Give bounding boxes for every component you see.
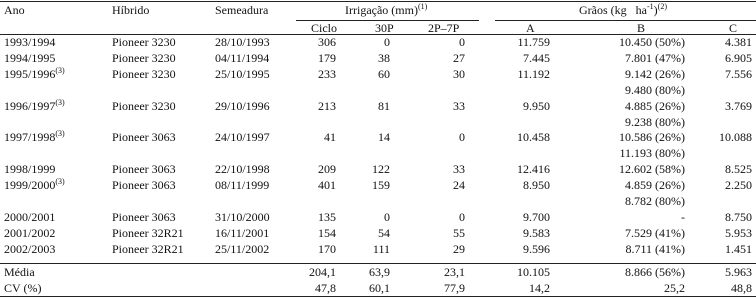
cell-semeadura: 16/11/2001 bbox=[215, 226, 270, 240]
header-irrigacao bbox=[345, 4, 427, 16]
cell-p2p7p: 29 bbox=[453, 242, 465, 256]
graos-label: Grãos (kg ha bbox=[579, 3, 647, 17]
cell-c: 5.953 bbox=[725, 226, 752, 240]
cell-hibrido: Pioneer 3230 bbox=[112, 51, 176, 65]
cell-c: 7.556 bbox=[725, 67, 752, 81]
cell-ciclo: 306 bbox=[318, 35, 336, 49]
cell-p2p7p: 0 bbox=[459, 35, 465, 49]
summary-cell-b: 8.866 (56%) bbox=[625, 265, 685, 279]
cell-semeadura: 24/10/1997 bbox=[215, 130, 270, 144]
cell-ano: 1999/2000$^{(3)}$ bbox=[4, 177, 65, 192]
summary-cell-ciclo: 47,8 bbox=[315, 281, 336, 295]
cell-c: 4.381 bbox=[725, 35, 752, 49]
cell-semeadura: 28/10/1993 bbox=[215, 35, 270, 49]
cell-b: 7.529 (41%) bbox=[625, 226, 685, 240]
cell-semeadura: 04/11/1994 bbox=[215, 51, 270, 65]
cell-ano: 1998/1999 bbox=[4, 162, 56, 176]
cell-a: 9.596 bbox=[523, 242, 550, 256]
cell-a: 11.192 bbox=[517, 67, 550, 81]
cell-ano: 1993/1994 bbox=[4, 35, 56, 49]
cell-hibrido: Pioneer 32R21 bbox=[112, 242, 184, 256]
header-c: C bbox=[729, 21, 738, 35]
cell-hibrido: Pioneer 3063 bbox=[112, 162, 176, 176]
cell-ano: 1997/1998$^{(3)}$ bbox=[4, 129, 65, 144]
cell-p30: 111 bbox=[372, 242, 390, 256]
cell-p30: 54 bbox=[378, 226, 390, 240]
cell-a: 8.950 bbox=[523, 178, 550, 192]
summary-cell-b: 25,2 bbox=[664, 281, 685, 295]
cell-b: - bbox=[681, 210, 685, 224]
summary-cell-p2p7p: 23,1 bbox=[444, 265, 465, 279]
cell-a: 7.445 bbox=[523, 51, 550, 65]
top-rule bbox=[0, 1, 756, 2]
cell-ciclo: 154 bbox=[318, 226, 336, 240]
graos-exponent: -1 bbox=[646, 2, 654, 11]
cell-b: 9.142 (26%) bbox=[625, 67, 685, 81]
cell-p2p7p: 0 bbox=[459, 210, 465, 224]
irrigacao-footnote: (1) bbox=[417, 2, 428, 11]
cell-b: 8.711 (41%) bbox=[625, 242, 685, 256]
cell-ciclo: 209 bbox=[318, 162, 336, 176]
cell-b: 7.801 (47%) bbox=[625, 51, 685, 65]
cell-p30: 122 bbox=[372, 162, 390, 176]
cell-p2p7p: 33 bbox=[453, 99, 465, 113]
ano-footnote: (3) bbox=[55, 177, 65, 186]
cell-a: 11.759 bbox=[517, 35, 550, 49]
cell-semeadura: 29/10/1996 bbox=[215, 99, 270, 113]
ano-footnote: (3) bbox=[55, 66, 65, 75]
cell-b: 10.586 (26%) bbox=[619, 130, 685, 144]
cell-ano: 2000/2001 bbox=[4, 210, 56, 224]
cell-p30: 14 bbox=[378, 130, 390, 144]
summary-cell-label: CV (%) bbox=[4, 281, 42, 295]
irrigacao-label: Irrigação (mm) bbox=[345, 3, 418, 17]
cell-b: 9.238 (80%) bbox=[625, 115, 685, 129]
cell-p2p7p: 27 bbox=[453, 51, 465, 65]
cell-hibrido: Pioneer 3063 bbox=[112, 210, 176, 224]
cell-p2p7p: 55 bbox=[453, 226, 465, 240]
cell-ano: 1995/1996$^{(3)}$ bbox=[4, 66, 65, 81]
header-b: B bbox=[637, 21, 646, 35]
cell-semeadura: 31/10/2000 bbox=[215, 210, 270, 224]
cell-ciclo: 213 bbox=[318, 99, 336, 113]
cell-ciclo: 179 bbox=[318, 51, 336, 65]
header-graos bbox=[579, 4, 667, 16]
cell-b: 4.859 (26%) bbox=[625, 178, 685, 192]
header-ciclo: Ciclo bbox=[311, 21, 337, 35]
cell-hibrido: Pioneer 3230 bbox=[112, 35, 176, 49]
cell-b: 8.782 (80%) bbox=[625, 194, 685, 208]
cell-ciclo: 401 bbox=[318, 178, 336, 192]
cell-c: 8.750 bbox=[725, 210, 752, 224]
ano-footnote: (3) bbox=[55, 129, 65, 138]
cell-c: 8.525 bbox=[725, 162, 752, 176]
summary-cell-label: Média bbox=[4, 265, 35, 279]
cell-c: 1.451 bbox=[725, 242, 752, 256]
ano-footnote: (3) bbox=[55, 98, 65, 107]
cell-p2p7p: 0 bbox=[459, 130, 465, 144]
summary-cell-ciclo: 204,1 bbox=[309, 265, 336, 279]
summary-cell-c: 5.963 bbox=[725, 265, 752, 279]
cell-ciclo: 233 bbox=[318, 67, 336, 81]
cell-a: 10.458 bbox=[517, 130, 550, 144]
body-bottom-rule bbox=[0, 263, 756, 264]
cell-semeadura: 08/11/1999 bbox=[215, 178, 270, 192]
cell-p30: 0 bbox=[384, 210, 390, 224]
cell-semeadura: 25/11/2002 bbox=[215, 242, 270, 256]
cell-c: 3.769 bbox=[725, 99, 752, 113]
cell-hibrido: Pioneer 32R21 bbox=[112, 226, 184, 240]
cell-ano: 2001/2002 bbox=[4, 226, 56, 240]
summary-cell-a: 10.105 bbox=[517, 265, 550, 279]
header-a: A bbox=[526, 21, 535, 35]
cell-b: 11.193 (80%) bbox=[619, 146, 685, 160]
summary-cell-c: 48,8 bbox=[731, 281, 752, 295]
cell-a: 9.583 bbox=[523, 226, 550, 240]
bottom-rule bbox=[0, 296, 756, 297]
cell-a: 9.700 bbox=[523, 210, 550, 224]
cell-c: 2.250 bbox=[725, 178, 752, 192]
cell-p2p7p: 24 bbox=[453, 178, 465, 192]
summary-cell-p2p7p: 77,9 bbox=[444, 281, 465, 295]
summary-cell-a: 14,2 bbox=[529, 281, 550, 295]
header-2p7p: 2P–7P bbox=[428, 21, 460, 35]
summary-cell-p30: 63,9 bbox=[369, 265, 390, 279]
cell-b: 10.450 (50%) bbox=[619, 35, 685, 49]
cell-ano: 2002/2003 bbox=[4, 242, 56, 256]
cell-b: 12.602 (58%) bbox=[619, 162, 685, 176]
cell-p30: 159 bbox=[372, 178, 390, 192]
cell-ano: 1996/1997$^{(3)}$ bbox=[4, 98, 65, 113]
cell-p30: 0 bbox=[384, 35, 390, 49]
cell-semeadura: 22/10/1998 bbox=[215, 162, 270, 176]
cell-hibrido: Pioneer 3230 bbox=[112, 67, 176, 81]
summary-cell-p30: 60,1 bbox=[369, 281, 390, 295]
cell-p30: 81 bbox=[378, 99, 390, 113]
cell-p2p7p: 30 bbox=[453, 67, 465, 81]
cell-b: 9.480 (80%) bbox=[625, 83, 685, 97]
cell-p30: 60 bbox=[378, 67, 390, 81]
cell-c: 10.088 bbox=[719, 130, 752, 144]
cell-c: 6.905 bbox=[725, 51, 752, 65]
cell-a: 12.416 bbox=[517, 162, 550, 176]
header-semeadura: Semeadura bbox=[215, 3, 269, 17]
cell-hibrido: Pioneer 3063 bbox=[112, 130, 176, 144]
cell-semeadura: 25/10/1995 bbox=[215, 67, 270, 81]
cell-p30: 38 bbox=[378, 51, 390, 65]
header-ano: Ano bbox=[4, 3, 25, 17]
cell-ciclo: 135 bbox=[318, 210, 336, 224]
graos-close: ) bbox=[653, 3, 658, 17]
graos-footnote: (2) bbox=[657, 2, 667, 11]
header-hibrido: Híbrido bbox=[112, 3, 150, 17]
cell-hibrido: Pioneer 3230 bbox=[112, 99, 176, 113]
header-30p: 30P bbox=[375, 21, 394, 35]
cell-b: 4.885 (26%) bbox=[625, 99, 685, 113]
cell-a: 9.950 bbox=[523, 99, 550, 113]
cell-hibrido: Pioneer 3063 bbox=[112, 178, 176, 192]
cell-ano: 1994/1995 bbox=[4, 51, 56, 65]
cell-ciclo: 170 bbox=[318, 242, 336, 256]
cell-p2p7p: 33 bbox=[453, 162, 465, 176]
cell-ciclo: 41 bbox=[324, 130, 336, 144]
